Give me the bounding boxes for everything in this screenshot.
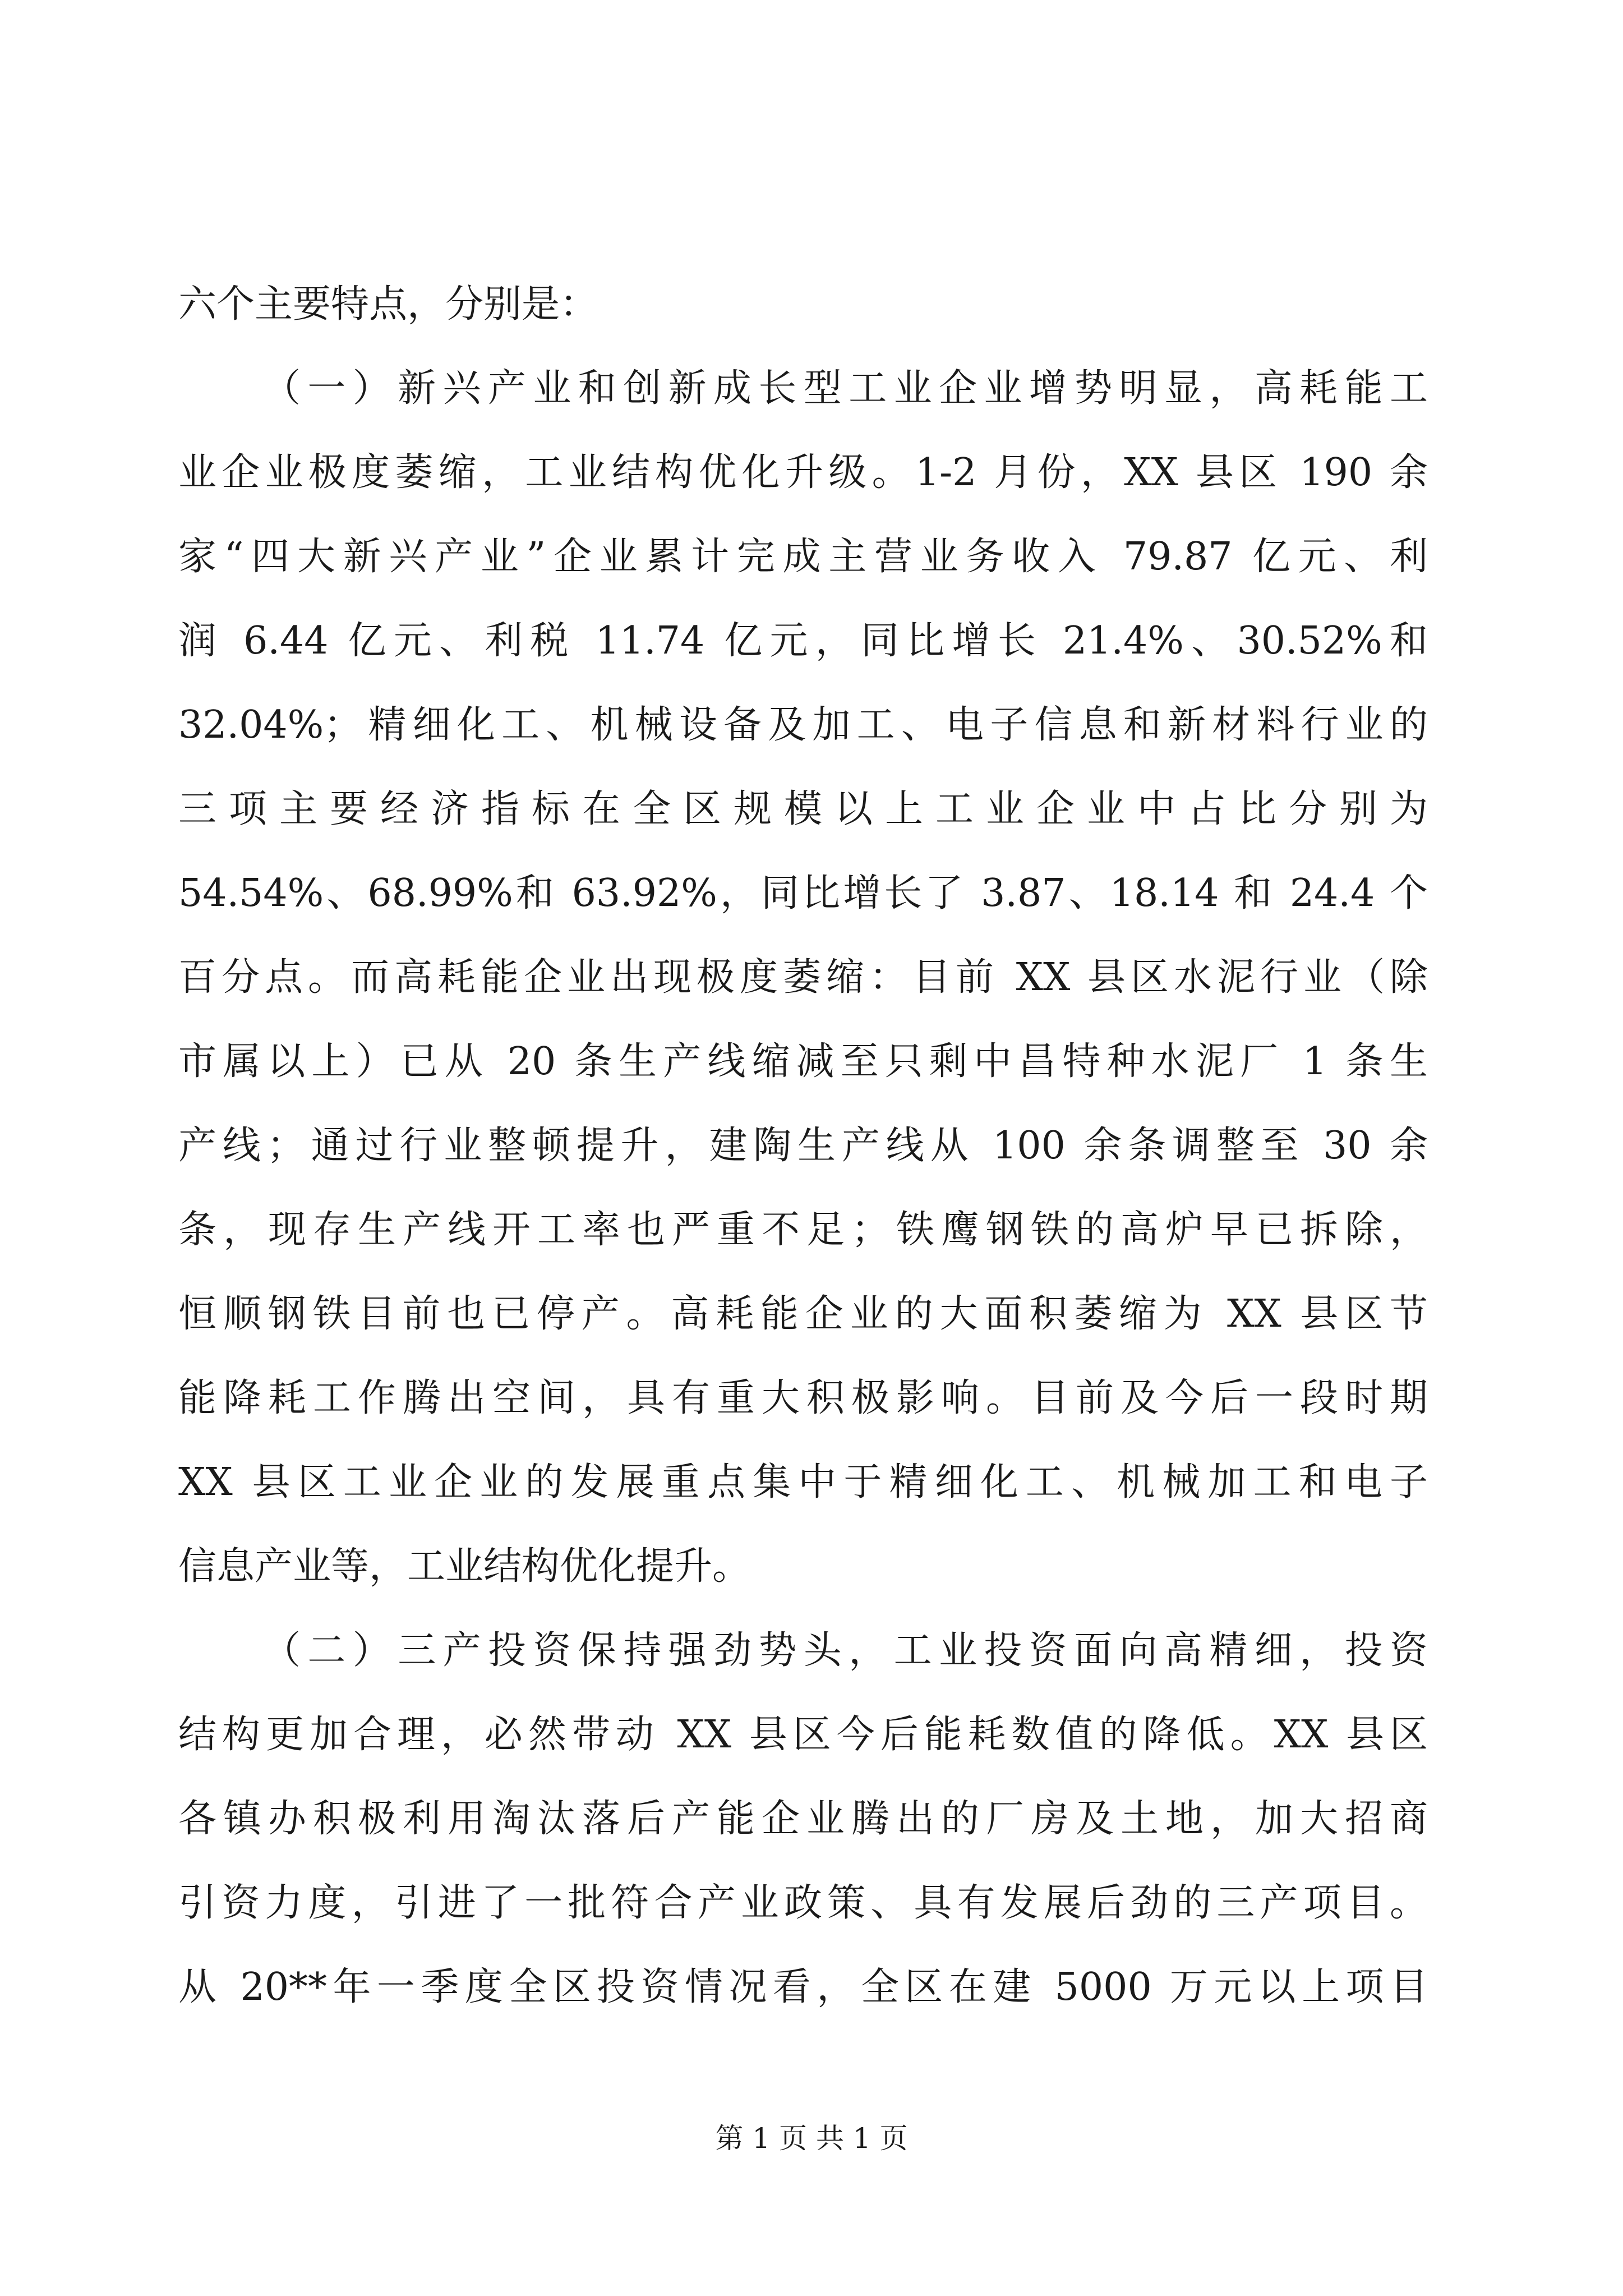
text-line: 产线；通过行业整顿提升，建陶生产线从 100 余条调整至 30 余 (178, 1124, 1428, 1168)
text-line: 引资力度，引进了一批符合产业政策、具有发展后劲的三产项目。 (178, 1881, 1428, 1925)
paragraph-first-line: （一）新兴产业和创新成长型工业企业增势明显，高耗能工 (262, 366, 1428, 411)
text-line: 从 20**年一季度全区投资情况看，全区在建 5000 万元以上项目 (178, 1965, 1428, 2009)
text-line: 业企业极度萎缩，工业结构优化升级。1-2 月份，XX 县区 190 余 (178, 450, 1428, 495)
text-line: 条，现存生产线开工率也严重不足；铁鹰钢铁的高炉早已拆除， (178, 1208, 1428, 1252)
text-line: 各镇办积极利用淘汰落后产能企业腾出的厂房及土地，加大招商 (178, 1797, 1428, 1841)
text-line: 信息产业等，工业结构优化提升。 (178, 1544, 751, 1589)
paragraph-first-line: （二）三产投资保持强劲势头，工业投资面向高精细，投资 (262, 1628, 1428, 1673)
page-number-label: 第 1 页 共 1 页 (715, 2122, 908, 2155)
page-footer (0, 2122, 1623, 2155)
text-line: 能降耗工作腾出空间，具有重大积极影响。目前及今后一段时期 (178, 1376, 1428, 1420)
document-body (178, 263, 1428, 2030)
text-line: 三项主要经济指标在全区规模以上工业企业中占比分别为 (178, 787, 1428, 831)
text-line: 润 6.44 亿元、利税 11.74 亿元，同比增长 21.4%、30.52%和 (178, 619, 1428, 663)
text-line: 百分点。而高耗能企业出现极度萎缩：目前 XX 县区水泥行业（除 (178, 955, 1428, 1000)
text-line: 市属以上）已从 20 条生产线缩减至只剩中昌特种水泥厂 1 条生 (178, 1039, 1428, 1084)
text-line: 32.04%；精细化工、机械设备及加工、电子信息和新材料行业的 (178, 703, 1428, 747)
text-line: 结构更加合理，必然带动 XX 县区今后能耗数值的降低。XX 县区 (178, 1713, 1428, 1757)
text-line: 54.54%、68.99%和 63.92%，同比增长了 3.87、18.14 和 24.4 个 (178, 871, 1428, 915)
text-line: 恒顺钢铁目前也已停产。高耗能企业的大面积萎缩为 XX 县区节 (178, 1292, 1428, 1336)
text-line: 六个主要特点，分别是： (178, 282, 598, 326)
text-line: XX 县区工业企业的发展重点集中于精细化工、机械加工和电子 (178, 1460, 1428, 1504)
text-line: 家“四大新兴产业”企业累计完成主营业务收入 79.87 亿元、利 (178, 535, 1428, 579)
